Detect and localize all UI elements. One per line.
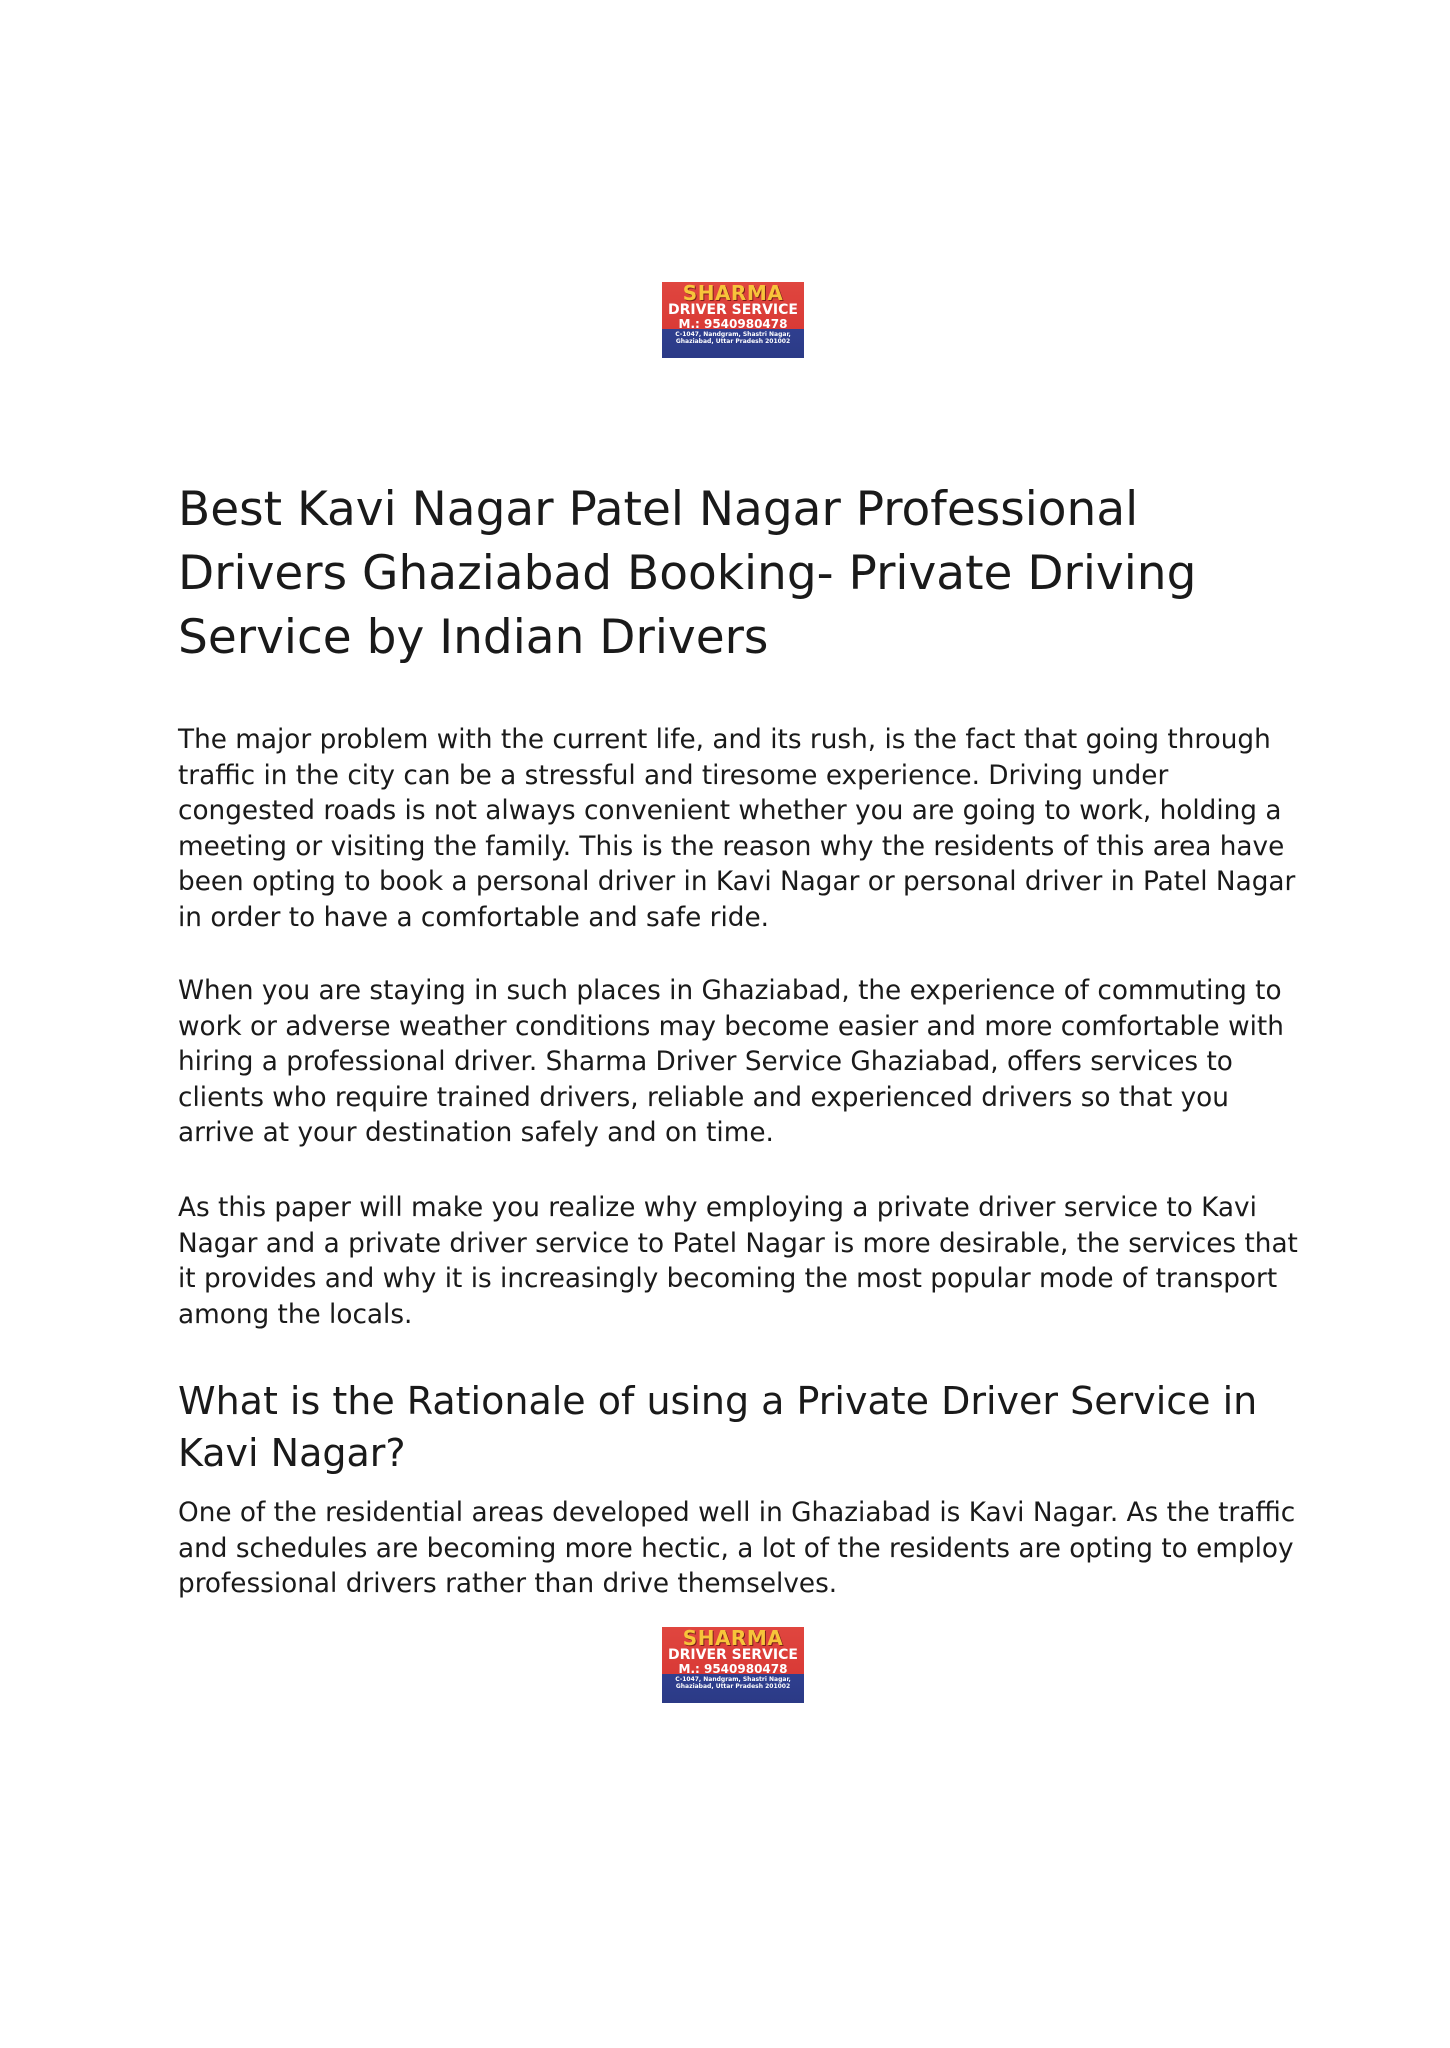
intro-paragraph: The major problem with the current life, and its rush, is the fact that going through traffic in the city can be a stressful and tiresome experience. Driving under congested roads is not always convenient whether you are going to work, holding a meeting or visiting the family. This is the reason why the residents of this area have been opting to book a personal driver in Kavi Nagar or personal driver in Patel Nagar in order to have a comfortable and safe ride. [178,725,1296,933]
logo-phone-text: M.: 9540980478 [678,1662,788,1676]
logo-brand-text: SHARMA [682,1627,784,1650]
logo-address-text: C-1047, Nandgram, Shastri Nagar, Ghaziabad, Uttar Pradesh 201002 [675,331,791,345]
logo-phone-text: M.: 9540980478 [678,317,788,331]
logo-address-text: C-1047, Nandgram, Shastri Nagar, Ghaziabad, Uttar Pradesh 201002 [675,1676,791,1690]
page-title: Best Kavi Nagar Patel Nagar Professional Drivers Ghaziabad Booking- Private Driving Service by Indian Drivers [178,482,1197,665]
second-paragraph: When you are staying in such places in Ghaziabad, the experience of commuting to work or adverse weather conditions may become easier and more comfortable with hiring a professional driver. Sharma Driver Service Ghaziabad, offers services to clients who require trained drivers, reliable and experienced drivers so that you arrive at your destination safely and on time. [178,976,1284,1149]
logo-brand-text: SHARMA [682,282,784,305]
sharma-driver-service-logo [662,282,804,358]
logo-service-text: DRIVER SERVICE [668,302,798,318]
sharma-driver-service-logo-bottom [662,1627,804,1703]
third-paragraph: As this paper will make you realize why employing a private driver service to Kavi Nagar and a private driver service to Patel Nagar is more desirable, the services that it provides and why it is increasingly becoming the most popular mode of transport among the locals. [178,1193,1298,1330]
section-paragraph: One of the residential areas developed well in Ghaziabad is Kavi Nagar. As the traffic and schedules are becoming more hectic, a lot of the residents are opting to employ professional drivers rather than drive themselves. [178,1498,1296,1600]
section-heading: What is the Rationale of using a Private Driver Service in Kavi Nagar? [178,1379,1258,1475]
logo-service-text: DRIVER SERVICE [668,1647,798,1663]
